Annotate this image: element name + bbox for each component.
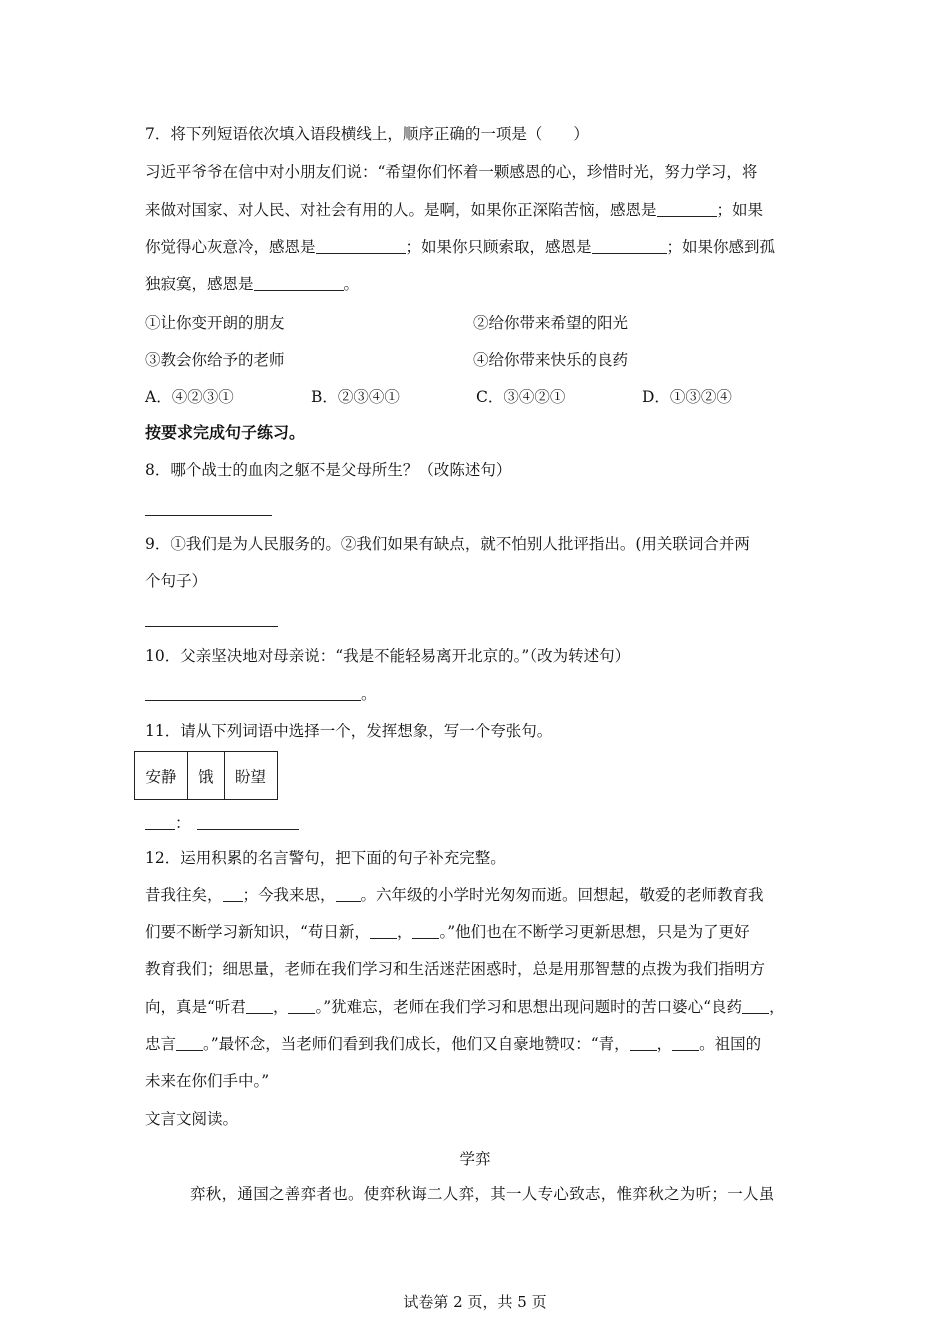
text: ；如果你感到孤 xyxy=(666,238,776,256)
phrase-2: ②给你带来希望的阳光 xyxy=(473,314,629,332)
q7-paragraph-line4 xyxy=(145,274,359,294)
word-choice-table xyxy=(134,751,278,800)
q11-stem: 11．请从下列词语中选择一个，发挥想象，写一个夸张句。 xyxy=(145,722,553,740)
passage-title: 学弈 xyxy=(459,1150,491,1168)
text: 。”最怀念，当老师们看到我们成长，他们又自豪地赞叹：“青， xyxy=(203,1035,630,1053)
q12-line2 xyxy=(145,922,750,942)
fill-blank[interactable] xyxy=(412,923,439,939)
text: ， xyxy=(769,998,785,1016)
fill-blank[interactable] xyxy=(254,275,344,291)
text: 。 xyxy=(343,275,360,293)
option-d[interactable]: D．①③②④ xyxy=(642,388,732,406)
word-cell[interactable]: 饿 xyxy=(188,752,225,800)
phrase-3: ③教会你给予的老师 xyxy=(145,351,285,369)
q9-answer-line[interactable] xyxy=(145,625,278,627)
text: 。”他们也在不断学习更新思想，只是为了更好 xyxy=(439,923,750,941)
q11-answer xyxy=(145,813,299,833)
option-c[interactable]: C．③④②① xyxy=(476,388,566,406)
q7-paragraph-line2 xyxy=(145,200,763,220)
passage-line1: 弈秋，通国之善弈者也。使弈秋诲二人弈，其一人专心致志，惟弈秋之为听；一人虽 xyxy=(190,1185,775,1203)
text: 独寂寞，感恩是 xyxy=(145,275,254,293)
fill-blank[interactable] xyxy=(672,1035,699,1051)
q12-line1 xyxy=(145,885,764,905)
fill-blank[interactable] xyxy=(630,1035,657,1051)
text: 。六年级的小学时光匆匆而逝。回想起，敬爱的老师教育我 xyxy=(360,886,764,904)
q10-answer-line[interactable] xyxy=(145,685,361,701)
text: 你觉得心灰意冷，感恩是 xyxy=(145,238,316,256)
fill-blank[interactable] xyxy=(657,201,717,217)
q12-stem: 12．运用积累的名言警句，把下面的句子补充完整。 xyxy=(145,849,506,867)
page-footer: 试卷第 2 页，共 5 页 xyxy=(403,1293,547,1311)
option-a[interactable]: A．④②③① xyxy=(145,388,234,406)
text: ， xyxy=(396,923,413,941)
text: 。”犹难忘，老师在我们学习和思想出现问题时的苦口婆心“良药 xyxy=(315,998,743,1016)
q12-line4 xyxy=(145,997,785,1017)
option-b[interactable]: B．②③④① xyxy=(311,388,400,406)
text: ；今我来思， xyxy=(242,886,336,904)
fill-blank[interactable] xyxy=(592,238,667,254)
fill-blank[interactable] xyxy=(246,998,273,1014)
fill-blank[interactable] xyxy=(316,238,406,254)
reading-intro: 文言文阅读。 xyxy=(145,1110,239,1128)
fill-blank[interactable] xyxy=(370,923,397,939)
chosen-word-blank[interactable] xyxy=(145,814,175,830)
q7-stem: 7．将下列短语依次填入语段横线上，顺序正确的一项是（ ） xyxy=(145,125,589,143)
text: 昔我往矣， xyxy=(145,886,223,904)
text: 。 xyxy=(361,685,377,703)
word-cell[interactable]: 盼望 xyxy=(224,752,277,800)
q12-line6: 未来在你们手中。” xyxy=(145,1072,270,1090)
text: ；如果 xyxy=(716,201,764,219)
word-cell[interactable]: 安静 xyxy=(135,752,188,800)
text: 。祖国的 xyxy=(699,1035,762,1053)
fill-blank[interactable] xyxy=(742,998,769,1014)
q8-answer-line[interactable] xyxy=(145,514,272,516)
q7-phrases-row1 xyxy=(145,311,629,333)
q12-line3: 教育我们；细思量，老师在我们学习和生活迷茫困惑时，总是用那智慧的点拨为我们指明方 xyxy=(145,960,766,978)
fill-blank[interactable] xyxy=(288,998,315,1014)
text: 向，真是“听君 xyxy=(145,998,246,1016)
section-heading: 按要求完成句子练习。 xyxy=(145,423,306,442)
q8-stem: 8．哪个战士的血肉之躯不是父母所生？（改陈述句） xyxy=(145,461,512,479)
q12-line5 xyxy=(145,1034,761,1054)
text: ， xyxy=(272,998,289,1016)
phrase-1: ①让你变开朗的朋友 xyxy=(145,314,285,332)
q10-stem: 10．父亲坚决地对母亲说：“我是不能轻易离开北京的。”（改为转述句） xyxy=(145,647,631,665)
fill-blank[interactable] xyxy=(176,1035,203,1051)
phrase-4: ④给你带来快乐的良药 xyxy=(473,351,629,369)
fill-blank[interactable] xyxy=(223,886,243,902)
text: 忠言 xyxy=(145,1035,177,1053)
q7-phrases-row2 xyxy=(145,348,629,370)
q7-paragraph-line1: 习近平爷爷在信中对小朋友们说：“希望你们怀着一颗感恩的心，珍惜时光，努力学习，将 xyxy=(145,163,758,181)
colon: ： xyxy=(175,814,191,832)
q10-answer xyxy=(145,684,377,704)
q9-stem-line2: 个句子） xyxy=(145,572,208,590)
q7-paragraph-line3 xyxy=(145,237,775,257)
sentence-blank[interactable] xyxy=(197,814,299,830)
text: ；如果你只顾索取，感恩是 xyxy=(405,238,592,256)
text: 来做对国家、对人民、对社会有用的人。是啊，如果你正深陷苦恼，感恩是 xyxy=(145,201,657,219)
text: 们要不断学习新知识，“苟日新， xyxy=(145,923,370,941)
text: ， xyxy=(656,1035,673,1053)
q9-stem-line1: 9．①我们是为人民服务的。②我们如果有缺点，就不怕别人批评指出。(用关联词合并两 xyxy=(145,535,750,553)
fill-blank[interactable] xyxy=(336,886,361,902)
